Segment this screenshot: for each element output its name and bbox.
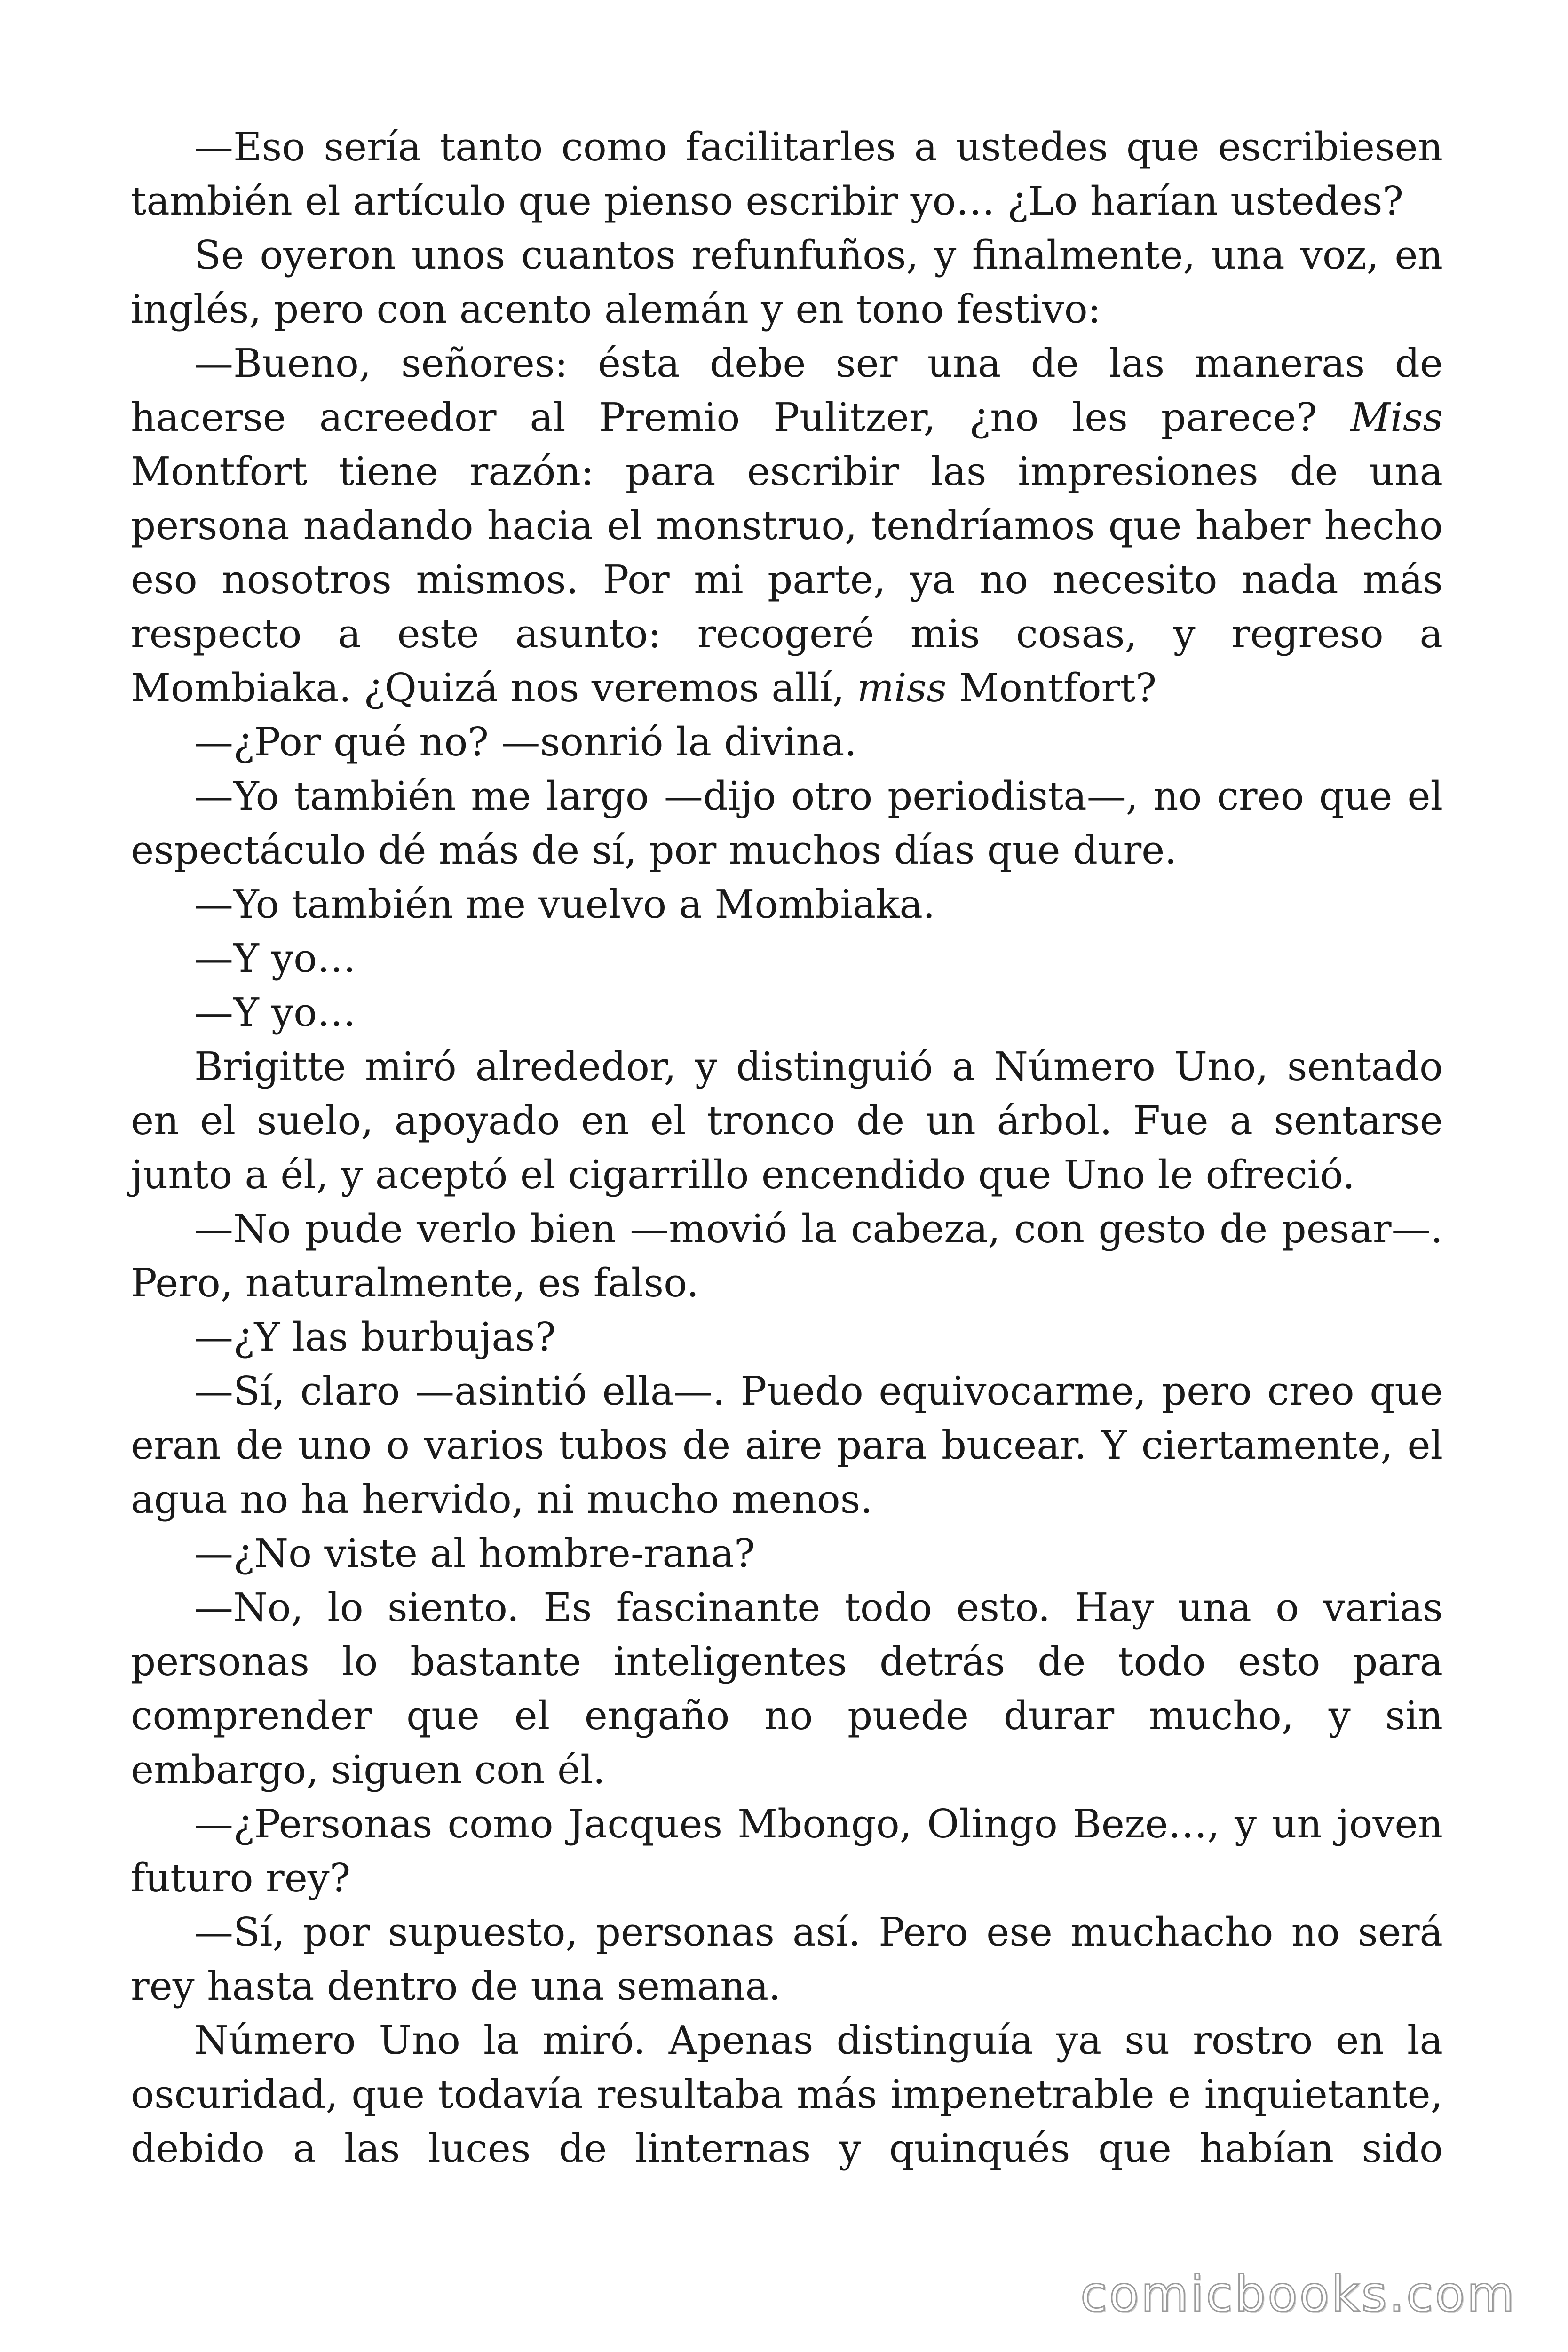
paragraph: Se oyeron unos cuantos refunfuños, y finalmente, una voz, en inglés, pero con acento alemán y en tono festivo: xyxy=(131,232,1443,332)
paragraph: —Y yo… xyxy=(194,990,356,1035)
paragraph: —Bueno, señores: ésta debe ser una de las maneras de hacerse acreedor al Premio Pulitzer, ¿no les parece? Miss Montfort tiene razón: para escribir las impresiones de una persona nadando hacia el monstruo, tendríamos que haber hecho eso nosotros mismos. Por mi parte, ya no necesito nada más respecto a este asunto: recogeré mis cosas, y regreso a Mombiaka. ¿Quizá nos veremos allí, miss Montfort? xyxy=(131,341,1443,711)
paragraph: —Yo también me vuelvo a Mombiaka. xyxy=(194,882,935,927)
paragraph: —Sí, claro —asintió ella—. Puedo equivocarme, pero creo que eran de uno o varios tubos de aire para bucear. Y ciertamente, el agua no ha hervido, ni mucho menos. xyxy=(131,1368,1443,1522)
paragraph: —¿Por qué no? —sonrió la divina. xyxy=(194,719,857,765)
page-body xyxy=(131,120,1443,2176)
paragraph: —¿No viste al hombre-rana? xyxy=(194,1531,755,1576)
paragraph: —¿Y las burbujas? xyxy=(194,1314,556,1360)
paragraph: —No, lo siento. Es fascinante todo esto. Hay una o varias personas lo bastante inteligentes detrás de todo esto para comprender que el engaño no puede durar mucho, y sin embargo, siguen con él. xyxy=(131,1585,1443,1793)
paragraph: —Y yo… xyxy=(194,936,356,981)
paragraph: —Eso sería tanto como facilitarles a ustedes que escribiesen también el artículo que pienso escribir yo… ¿Lo harían ustedes? xyxy=(131,124,1443,224)
site-watermark: comicbooks.com xyxy=(1080,2265,1516,2323)
paragraph: Brigitte miró alrededor, y distinguió a Número Uno, sentado en el suelo, apoyado en el tronco de un árbol. Fue a sentarse junto a él, y aceptó el cigarrillo encendido que Uno le ofreció. xyxy=(131,1044,1443,1198)
paragraph: —Sí, por supuesto, personas así. Pero ese muchacho no será rey hasta dentro de una semana. xyxy=(131,1909,1443,2009)
paragraph: —¿Personas como Jacques Mbongo, Olingo Beze…, y un joven futuro rey? xyxy=(131,1801,1443,1901)
paragraph: Número Uno la miró. Apenas distinguía ya su rostro en la oscuridad, que todavía resultaba más impenetrable e inquietante, debido a las luces de linternas y quinqués que habían sido xyxy=(131,2018,1443,2171)
paragraph: —Yo también me largo —dijo otro periodista—, no creo que el espectáculo dé más de sí, por muchos días que dure. xyxy=(131,773,1443,873)
paragraph: —No pude verlo bien —movió la cabeza, con gesto de pesar—. Pero, naturalmente, es falso. xyxy=(131,1206,1443,1306)
